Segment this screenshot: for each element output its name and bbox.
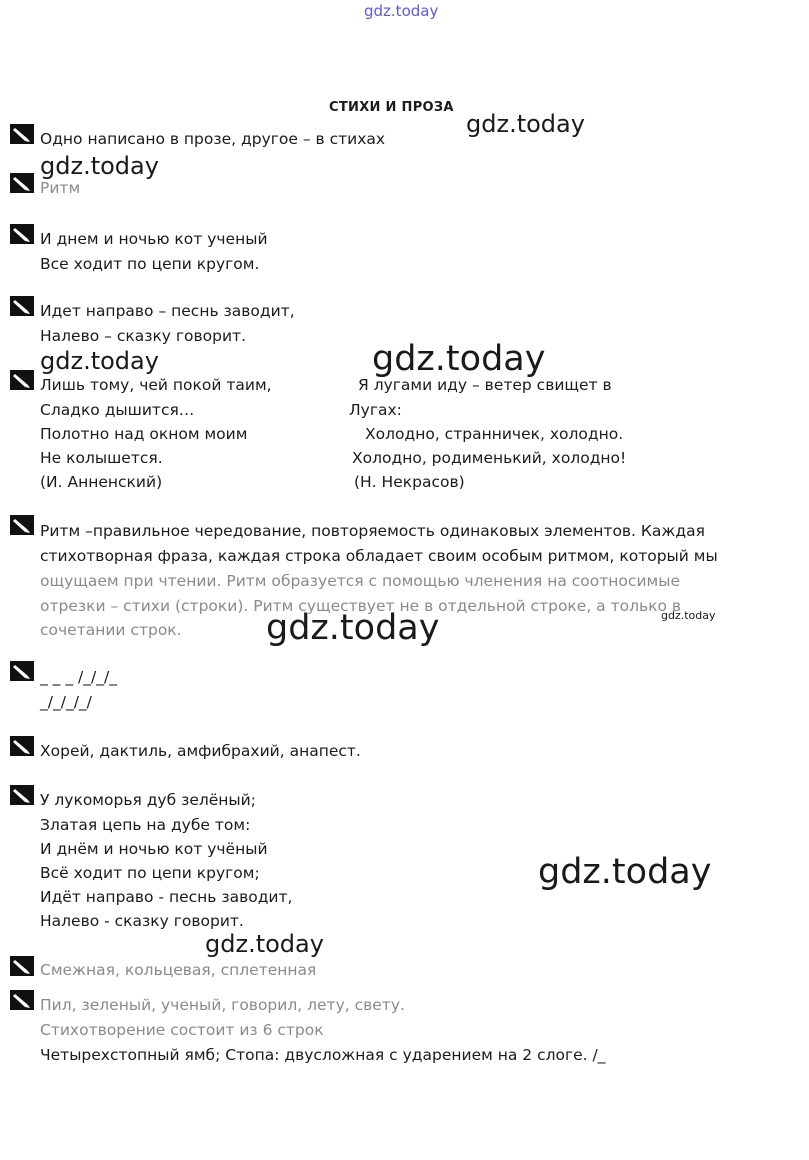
poem-line: Лугах: — [349, 401, 402, 419]
poem-line: Лишь тому, чей покой таим, — [40, 376, 272, 394]
answer-line: Налево – сказку говорит. — [40, 327, 247, 345]
poem-line: Полотно над окном моим — [40, 425, 248, 443]
answer-line: И днем и ночью кот ученый — [40, 230, 268, 248]
pen-icon — [10, 785, 34, 805]
answer-line: Четырехстопный ямб; Стопа: двусложная с ударением на 2 слоге. /_ — [40, 1046, 606, 1064]
poem-author: (И. Анненский) — [40, 473, 163, 491]
pen-icon — [10, 661, 34, 681]
answer-text: Хорей, дактиль, амфибрахий, анапест. — [40, 742, 361, 760]
pen-icon — [10, 736, 34, 756]
watermark: gdz.today — [40, 152, 159, 180]
answer-line: отрезки – стихи (строки). Ритм существует не в отдельной строке, а только в — [40, 597, 682, 615]
watermark: gdz.today — [372, 339, 546, 379]
answer-line: сочетании строк. — [40, 621, 182, 639]
poem-line: Златая цепь на дубе том: — [40, 816, 251, 834]
watermark: gdz.today — [266, 608, 440, 648]
answer-line: ощущаем при чтении. Ритм образуется с помощью членения на соотносимые — [40, 572, 680, 590]
watermark-top: gdz.today — [364, 2, 439, 20]
answer-line: Все ходит по цепи кругом. — [40, 255, 260, 273]
scheme-line: _/_/_/_/ — [40, 693, 92, 711]
poem-line: Идёт направо - песнь заводит, — [40, 888, 293, 906]
pen-icon — [10, 124, 34, 144]
poem-line: Я лугами иду – ветер свищет в — [358, 376, 612, 394]
watermark: gdz.today — [661, 609, 716, 622]
pen-icon — [10, 173, 34, 193]
poem-line: Холодно, странничек, холодно. — [365, 425, 624, 443]
watermark: gdz.today — [205, 930, 324, 958]
answer-line: Идет направо – песнь заводит, — [40, 302, 295, 320]
poem-line: Сладко дышится… — [40, 401, 195, 419]
poem-line: Налево - сказку говорит. — [40, 912, 244, 930]
answer-line: Ритм –правильное чередование, повторяемость одинаковых элементов. Каждая — [40, 522, 705, 540]
answer-line: стихотворная фраза, каждая строка обладает своим особым ритмом, который мы — [40, 547, 718, 565]
watermark: gdz.today — [538, 852, 712, 892]
answer-text: Смежная, кольцевая, сплетенная — [40, 961, 317, 979]
pen-icon — [10, 515, 34, 535]
answer-line: Пил, зеленый, ученый, говорил, лету, свету. — [40, 996, 405, 1014]
poem-line: Холодно, родименький, холодно! — [352, 449, 627, 467]
watermark: gdz.today — [466, 110, 585, 138]
poem-author: (Н. Некрасов) — [354, 473, 465, 491]
scheme-line: _ _ _ /_/_/_ — [40, 668, 117, 686]
poem-line: Всё ходит по цепи кругом; — [40, 864, 260, 882]
pen-icon — [10, 224, 34, 244]
poem-line: У лукоморья дуб зелёный; — [40, 791, 256, 809]
answer-line: Стихотворение состоит из 6 строк — [40, 1021, 324, 1039]
answer-text: Одно написано в прозе, другое – в стихах — [40, 130, 386, 148]
poem-line: Не колышется. — [40, 449, 163, 467]
answer-text: Ритм — [40, 179, 81, 197]
pen-icon — [10, 990, 34, 1010]
pen-icon — [10, 296, 34, 316]
watermark: gdz.today — [40, 347, 159, 375]
pen-icon — [10, 370, 34, 390]
poem-line: И днём и ночью кот учёный — [40, 840, 268, 858]
pen-icon — [10, 956, 34, 976]
page-title: СТИХИ И ПРОЗА — [329, 100, 454, 115]
